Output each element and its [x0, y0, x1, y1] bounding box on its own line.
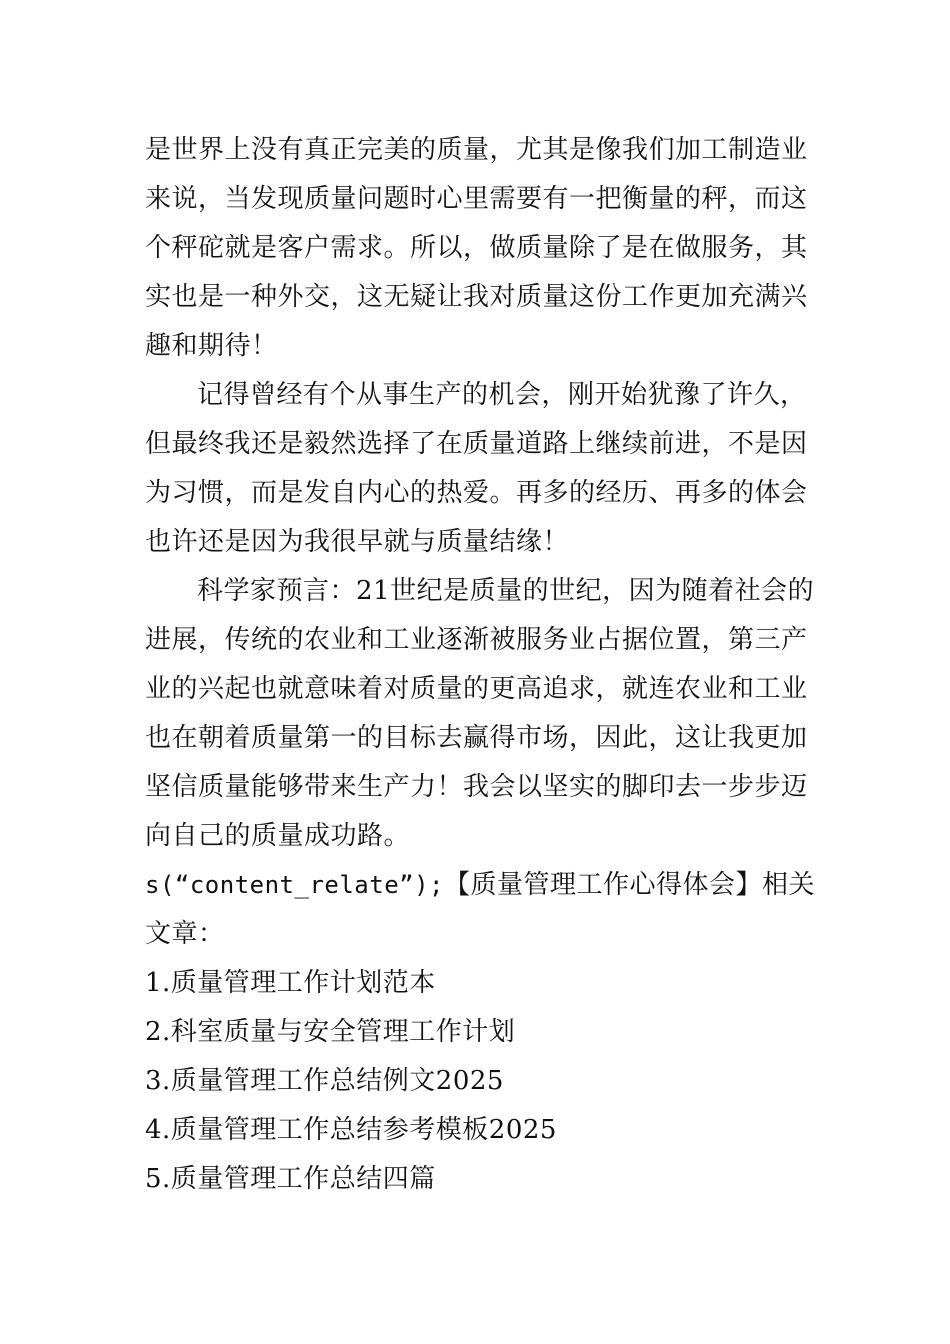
paragraph-2: [145, 371, 815, 567]
text-line: 坚信质量能够带来生产力！我会以坚实的脚印去一步步迈: [145, 772, 808, 802]
text-line: 进展，传统的农业和工业逐渐被服务业占据位置，第三产: [145, 625, 808, 655]
related-link[interactable]: 4.质量管理工作总结参考模板2025: [145, 1115, 557, 1145]
related-link[interactable]: 2.科室质量与安全管理工作计划: [145, 1017, 516, 1047]
text-line: 向自己的质量成功路。: [145, 821, 411, 851]
document-page: [145, 126, 815, 1204]
text-line: 也在朝着质量第一的目标去赢得市场，因此，这让我更加: [145, 723, 808, 753]
related-articles: [145, 861, 815, 1204]
related-heading: [145, 861, 815, 910]
paragraph-1: [145, 126, 815, 371]
text-line: 趣和期待！: [145, 331, 278, 361]
related-link[interactable]: 5.质量管理工作总结四篇: [145, 1164, 436, 1194]
text-line: 科学家预言：21世纪是质量的世纪，因为随着社会的: [197, 576, 815, 606]
paragraph-3: [145, 567, 815, 861]
code-snippet: s(“content_relate”);: [145, 871, 444, 899]
related-link[interactable]: 1.质量管理工作计划范本: [145, 968, 436, 998]
text-line: 来说，当发现质量问题时心里需要有一把衡量的秤，而这: [145, 184, 808, 214]
text-line: 业的兴起也就意味着对质量的更高追求，就连农业和工业: [145, 674, 808, 704]
text-line: 记得曾经有个从事生产的机会，刚开始犹豫了许久，: [197, 380, 807, 410]
related-link[interactable]: 3.质量管理工作总结例文2025: [145, 1066, 504, 1096]
related-heading-continued: 文章：: [145, 919, 225, 949]
related-heading-text: 【质量管理工作心得体会】相关: [443, 870, 815, 900]
text-line: 但最终我还是毅然选择了在质量道路上继续前进，不是因: [145, 429, 808, 459]
text-line: 为习惯，而是发自内心的热爱。再多的经历、再多的体会: [145, 478, 808, 508]
text-line: 是世界上没有真正完美的质量，尤其是像我们加工制造业: [145, 135, 808, 165]
text-line: 也许还是因为我很早就与质量结缘！: [145, 527, 570, 557]
text-line: 实也是一种外交，这无疑让我对质量这份工作更加充满兴: [145, 282, 808, 312]
text-line: 个秤砣就是客户需求。所以，做质量除了是在做服务，其: [145, 233, 808, 263]
